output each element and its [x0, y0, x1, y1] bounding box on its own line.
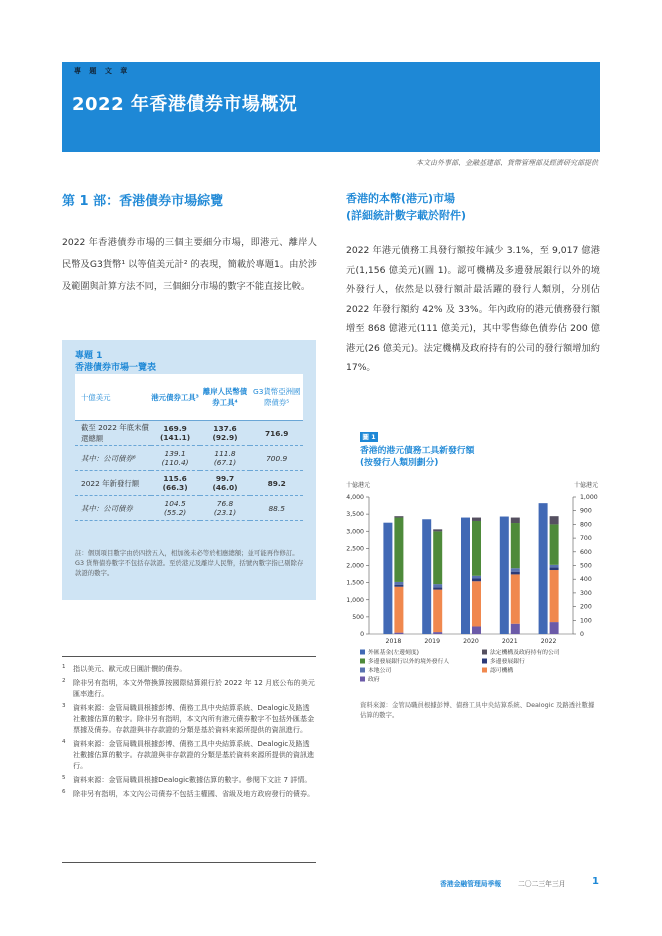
footnote-number: 5	[62, 775, 66, 781]
right-tick-label: 300	[580, 589, 592, 597]
legend-swatch	[482, 659, 487, 664]
bar-segment-3	[472, 576, 481, 579]
legend-label: 政府	[368, 677, 380, 683]
col-rmb-header: 離岸人民幣債券工具⁴	[200, 374, 251, 421]
bar-segment-0	[472, 626, 481, 634]
row-label: 2022 年新發行額	[75, 471, 151, 496]
hkd-heading-line2: (詳細統計數字載於附件)	[346, 209, 467, 222]
bar-exchange-fund	[422, 519, 431, 634]
bar-segment-3	[394, 582, 403, 585]
byline: 本文由外事部、金融基建部、貨幣管理部及經濟研究部提供	[416, 159, 598, 167]
chart-title-line2: (按發行人類別劃分)	[360, 458, 439, 468]
cell-value-excl-cd: (67.1)	[213, 458, 237, 467]
legend-swatch	[482, 668, 487, 673]
bar-segment-5	[472, 518, 481, 521]
right-tick-label: 400	[580, 576, 592, 584]
footnote-text: 指以美元、歐元或日圓計價的債券。	[73, 664, 187, 673]
cell-value-excl-cd: (46.0)	[212, 483, 238, 492]
footnote-number: 6	[62, 789, 66, 795]
cell-value: 169.9	[163, 424, 187, 433]
cell-value: 104.5	[164, 499, 186, 508]
bar-segment-4	[472, 521, 481, 576]
legend-label: 本地公司	[368, 668, 392, 674]
table-cell	[151, 496, 200, 521]
footnote-item	[62, 774, 316, 785]
bar-segment-0	[550, 622, 559, 634]
legend-label: 法定機構及政府持有的公司	[490, 650, 560, 656]
footnote-item	[62, 702, 316, 735]
table-cell: 700.9	[250, 446, 303, 471]
bar-segment-2	[550, 568, 559, 570]
x-tick-label: 2021	[501, 638, 518, 645]
unit-header: 十億美元	[75, 374, 151, 421]
col-g3-header: G3貨幣亞洲國際債券⁵	[250, 374, 303, 421]
cell-value: 115.6	[163, 474, 187, 483]
bar-segment-2	[433, 588, 442, 590]
right-tick-label: 600	[580, 548, 592, 556]
bar-segment-0	[433, 632, 442, 634]
footnote-number: 2	[62, 678, 66, 684]
chart-tag: 圖 1	[360, 432, 378, 442]
left-tick-label: 500	[352, 613, 364, 621]
bar-segment-2	[394, 585, 403, 587]
chart-source: 資料來源：金管局職員根據彭博、債務工具中央結算系統、Dealogic 及路透社數據估算的數字。	[360, 701, 595, 719]
cell-value: 99.7	[215, 474, 235, 483]
cell-value-excl-cd: (110.4)	[161, 458, 189, 467]
footnote-text: 除非另有指明，本文外幣換算按國際結算銀行於 2022 年 12 月底公布的美元匯率進行。	[73, 678, 315, 698]
footnote-number: 4	[62, 739, 66, 745]
left-tick-label: 1,500	[346, 579, 364, 587]
legend-label: 多邊發展銀行以外的境外發行人	[368, 659, 450, 665]
footnotes	[62, 663, 316, 802]
bar-segment-3	[433, 584, 442, 587]
hkd-heading	[346, 190, 466, 224]
hkd-body: 2022 年港元債務工具發行額按年減少 3.1%，至 9,017 億港元(1,156 億美元)(圖 1)。認可機構及多邊發展銀行以外的境外發行人，依然是以發行額計最活躍的發行人類別，分別佔 2022 年發行額約 42% 及 33%。年內政府的港元債務發行額增至 868 億港元(111 億美元)，其中零售綠色債券佔 200 億港元(26 億美元)。法定機構及政府持有的公司的發行額增加約 17%。	[346, 245, 600, 373]
right-tick-label: 200	[580, 603, 592, 611]
cell-value: 139.1	[164, 449, 186, 458]
bar-exchange-fund	[539, 503, 548, 634]
footer-journal: 香港金融管理局季報	[440, 880, 502, 888]
chart-title	[360, 445, 474, 469]
bar-segment-5	[550, 516, 559, 524]
bar-segment-4	[511, 523, 520, 568]
bar-segment-1	[511, 574, 520, 623]
x-tick-label: 2022	[540, 638, 557, 645]
footnote-number: 1	[62, 664, 66, 670]
bar-segment-5	[511, 518, 520, 523]
right-tick-label: 1,000	[580, 494, 598, 501]
right-tick-label: 700	[580, 535, 592, 543]
page-number: 1	[592, 876, 599, 887]
left-tick-label: 0	[360, 631, 364, 638]
cell-value-excl-cd: (66.3)	[162, 483, 188, 492]
x-tick-label: 2019	[424, 638, 441, 645]
legend-swatch	[360, 668, 365, 673]
box1-note: 註：個別項目數字由於四捨五入，相加後未必等於相應總額；並可能再作修訂。G3 貨幣債券數字不包括存款證。至於港元及離岸人民幣，括號內數字指已剔除存款證的數字。	[75, 549, 304, 577]
table-cell: 88.5	[250, 496, 303, 521]
part1-heading: 第 1 部：香港債券市場綜覽	[62, 194, 224, 209]
left-tick-label: 4,000	[346, 494, 364, 501]
table-cell	[151, 421, 200, 446]
hkd-heading-line1: 香港的本幣(港元)市場	[346, 192, 456, 205]
legend-label: 多邊發展銀行	[490, 659, 525, 665]
table-row	[75, 446, 303, 471]
bar-segment-3	[511, 568, 520, 571]
bar-segment-5	[433, 529, 442, 531]
bar-segment-4	[433, 531, 442, 584]
cell-value: 137.6	[213, 424, 237, 433]
footnote-item	[62, 663, 316, 674]
box1-title: 香港債券市場一覽表	[75, 363, 157, 373]
footnote-item	[62, 738, 316, 771]
left-tick-label: 2,000	[346, 562, 364, 570]
legend-swatch	[360, 659, 365, 664]
legend-swatch	[482, 650, 487, 655]
cell-value-excl-cd: (141.1)	[160, 433, 191, 442]
table-row	[75, 496, 303, 521]
cell-value-excl-cd: (92.9)	[212, 433, 238, 442]
part1-body: 2022 年香港債券市場的三個主要細分市場，即港元、離岸人民幣及G3貨幣¹ 以等值美元計² 的表現，簡載於專題1。由於涉及範圍與計算方法不同，三個細分市場的數字不能直接比較。	[62, 237, 317, 292]
issuance-chart	[342, 478, 602, 698]
x-tick-label: 2020	[463, 638, 479, 645]
cell-value-excl-cd: (55.2)	[163, 508, 187, 517]
left-tick-label: 3,000	[346, 528, 364, 536]
footnote-text: 資料來源：金管局職員根據彭博、債務工具中央結算系統、Dealogic及路透社數據估算的數字。除非另有指明，本文內所有港元債券數字不包括外匯基金票據及債券。存款證與非存款證的分類是基於資料來源所提供的資訊進行。	[73, 703, 315, 734]
page-title: 2022 年香港債券市場概況	[72, 94, 298, 115]
bar-segment-0	[511, 624, 520, 634]
bar-segment-0	[394, 633, 403, 634]
cell-value: 111.8	[214, 449, 236, 458]
bar-segment-1	[394, 587, 403, 633]
footnote-item	[62, 788, 316, 799]
table-cell	[151, 446, 200, 471]
table-cell	[200, 421, 251, 446]
box1-number: 專題 1	[75, 351, 103, 361]
cell-value-excl-cd: (23.1)	[213, 508, 237, 517]
col-hkd-header: 港元債券工具³	[151, 374, 200, 421]
bar-segment-2	[472, 579, 481, 582]
table-cell	[151, 471, 200, 496]
left-tick-label: 1,000	[346, 596, 364, 604]
footnote-text: 資料來源：金管局職員根據Dealogic數據估算的數字。參閱下文註 7 詳情。	[73, 775, 312, 784]
right-tick-label: 0	[580, 631, 584, 638]
table-cell	[200, 446, 251, 471]
footnote-text: 資料來源：金管局職員根據彭博、債務工具中央結算系統、Dealogic及路透社數據估算的數字。存款證與非存款證的分類是基於資料來源所提供的資訊進行。	[73, 739, 315, 770]
section-label: 專 題 文 章	[74, 67, 131, 75]
footnote-end-divider	[62, 862, 316, 863]
table-cell: 716.9	[250, 421, 303, 446]
footnote-item	[62, 677, 316, 699]
footer-date: 二〇二三年三月	[518, 880, 566, 888]
table-row	[75, 421, 303, 446]
legend-label: 認可機構	[490, 668, 514, 674]
row-label: 截至 2022 年底未償還總額	[75, 421, 151, 446]
bar-segment-4	[394, 518, 403, 582]
right-tick-label: 100	[580, 617, 592, 625]
right-tick-label: 800	[580, 521, 592, 529]
right-axis-label: 十億港元	[573, 482, 598, 489]
bar-segment-1	[550, 570, 559, 622]
bar-segment-5	[394, 516, 403, 517]
bar-exchange-fund	[383, 523, 392, 634]
row-label: 其中：公司債券	[75, 496, 151, 521]
box1-table	[75, 374, 303, 521]
bar-segment-4	[550, 524, 559, 564]
left-axis-label: 十億港元	[346, 482, 371, 489]
x-tick-label: 2018	[385, 638, 402, 645]
chart-title-line1: 香港的港元債務工具新發行額	[360, 446, 475, 456]
box1-table-header	[75, 374, 303, 421]
legend-label: 外匯基金(左邊刻度)	[368, 650, 419, 656]
bar-exchange-fund	[461, 518, 470, 634]
bar-segment-1	[472, 581, 481, 626]
footnote-divider	[62, 656, 316, 657]
cell-value: 76.8	[216, 499, 234, 508]
table-cell	[200, 496, 251, 521]
row-label: 其中：公司債券⁶	[75, 446, 151, 471]
right-tick-label: 500	[580, 562, 592, 570]
legend-swatch	[360, 650, 365, 655]
table-cell: 89.2	[250, 471, 303, 496]
left-tick-label: 3,500	[346, 511, 364, 519]
table-row	[75, 471, 303, 496]
bar-segment-2	[511, 572, 520, 575]
bar-segment-1	[433, 590, 442, 632]
right-tick-label: 900	[580, 507, 592, 515]
bar-segment-3	[550, 565, 559, 568]
footnote-text: 除非另有指明，本文內公司債券不包括主權國、省級及地方政府發行的債券。	[73, 789, 315, 798]
bar-exchange-fund	[500, 517, 509, 634]
table-cell	[200, 471, 251, 496]
left-tick-label: 2,500	[346, 545, 364, 553]
footnote-number: 3	[62, 703, 66, 709]
legend-swatch	[360, 677, 365, 682]
